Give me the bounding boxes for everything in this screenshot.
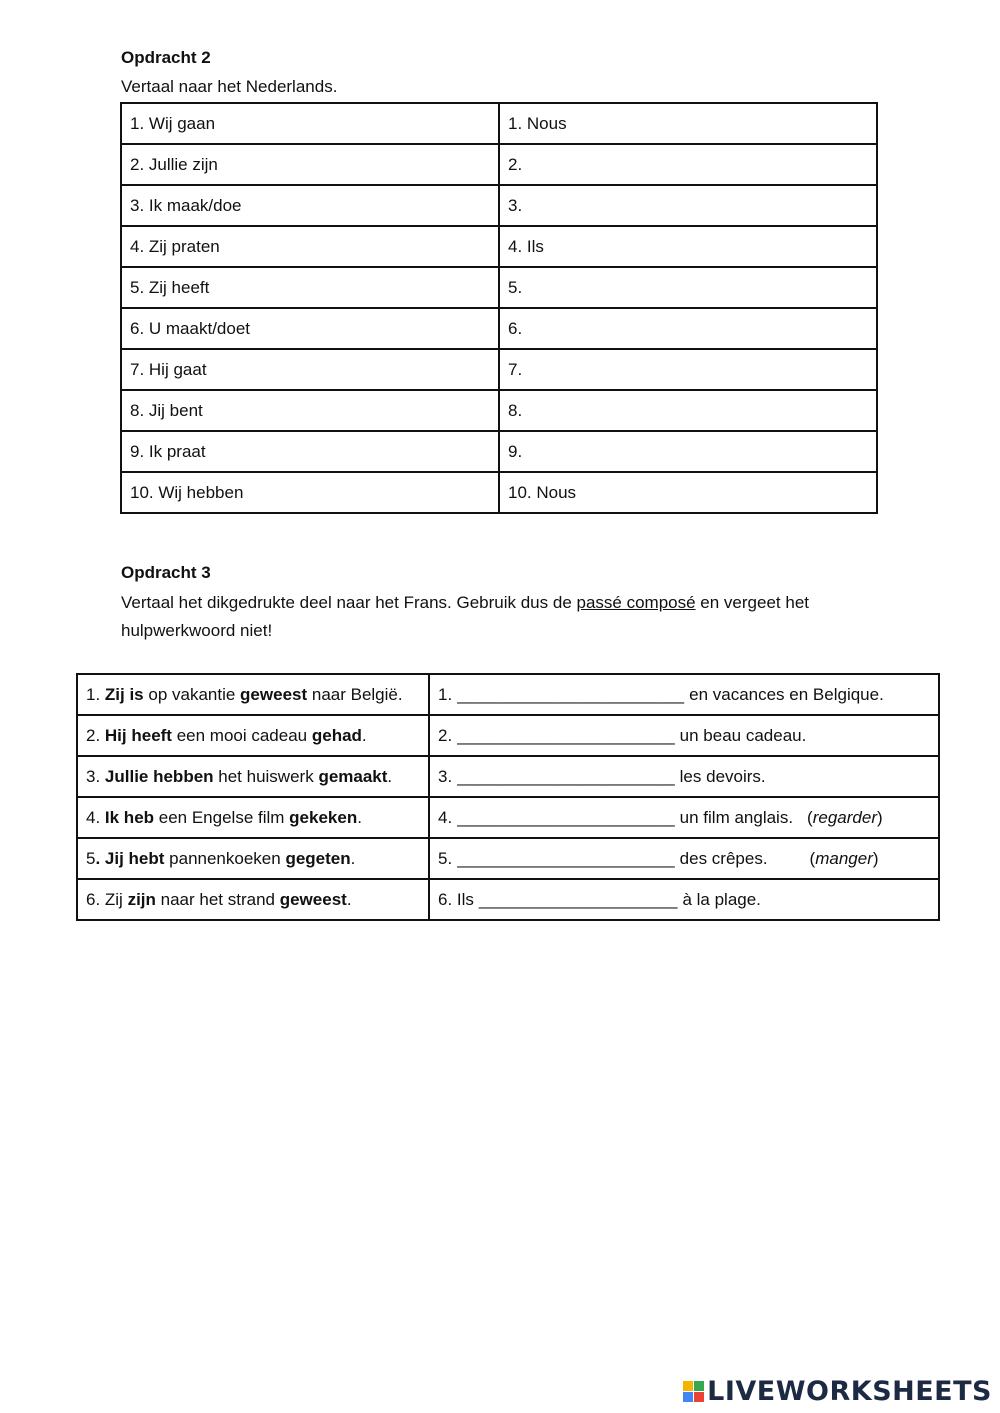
sentence-text: op vakantie [143,684,241,704]
answer-cell[interactable]: 7. [499,349,877,390]
answer-cell[interactable]: 2. [499,144,877,185]
sentence-text: naar het strand [155,889,280,909]
answer-suffix: un beau cadeau. [679,725,807,745]
dutch-cell: 6. U maakt/doet [121,308,499,349]
bold-phrase: zijn [127,889,156,909]
opdracht3-table [76,673,940,921]
dutch-cell: 2. Jullie zijn [121,144,499,185]
sentence-cell [77,674,429,715]
bold-phrase: Jullie hebben [104,766,214,786]
sentence-text: pannenkoeken [164,848,286,868]
bold-phrase: . Jij hebt [95,848,165,868]
dutch-cell: 1. Wij gaan [121,103,499,144]
verb-hint-text: regarder [812,807,877,827]
sentence-text: het huiswerk [213,766,319,786]
bold-phrase: geweest [240,684,308,704]
sentence-cell [77,838,429,879]
sentence-cell [77,715,429,756]
sentence-text: een Engelse film [154,807,290,827]
opdracht2-heading: Opdracht 2 [121,48,211,67]
table-row [121,226,877,267]
answer-cell [429,756,939,797]
liveworksheets-logo [683,1376,992,1407]
dutch-cell: 3. Ik maak/doe [121,185,499,226]
answer-prefix: 1. [438,684,453,704]
answer-cell[interactable]: 5. [499,267,877,308]
bold-phrase: geweest [279,889,347,909]
dutch-cell: 5. Zij heeft [121,267,499,308]
answer-cell [429,797,939,838]
table-row [121,349,877,390]
logo-squares-icon [683,1381,704,1402]
answer-blank[interactable]: _______________________ [457,848,675,868]
table-row [121,267,877,308]
verb-hint: (manger) [809,848,879,868]
answer-blank[interactable]: _______________________ [457,725,675,745]
bold-phrase: Ik heb [104,807,155,827]
dutch-cell: 8. Jij bent [121,390,499,431]
table-row [77,879,939,920]
answer-prefix: 2. [438,725,453,745]
table-row [121,308,877,349]
dutch-cell: 4. Zij praten [121,226,499,267]
sentence-text: een mooi cadeau [171,725,312,745]
answer-cell[interactable]: 6. [499,308,877,349]
sentence-text: . [346,889,352,909]
bold-phrase: gemaakt [318,766,388,786]
bold-phrase: gehad [311,725,362,745]
sentence-cell [77,756,429,797]
opdracht2-table [120,102,878,514]
sentence-text: . [350,848,356,868]
sentence-text: 1. [86,684,105,704]
answer-blank[interactable]: _______________________ [457,766,675,786]
table-row [121,103,877,144]
sentence-cell [77,879,429,920]
opdracht3-instruction [121,589,809,645]
answer-prefix: 3. [438,766,453,786]
instruction-text: Vertaal het dikgedrukte deel naar het Frans. Gebruik dus de [121,593,577,612]
bold-phrase: gegeten [285,848,351,868]
table-row [121,144,877,185]
answer-cell [429,879,939,920]
table-row [77,756,939,797]
dutch-cell: 7. Hij gaat [121,349,499,390]
bold-phrase: Hij heeft [104,725,172,745]
bold-phrase: Zij is [104,684,144,704]
answer-cell[interactable]: 1. Nous [499,103,877,144]
sentence-text: . [357,807,362,827]
brand-name: LIVEWORKSHEETS [707,1376,992,1407]
table-row [77,674,939,715]
answer-cell[interactable]: 8. [499,390,877,431]
table-row [121,472,877,513]
sentence-text: naar België. [307,684,403,704]
sentence-text: 6. Zij [86,889,128,909]
answer-cell [429,674,939,715]
verb-hint-text: manger [815,848,873,868]
sentence-text: . [387,766,393,786]
answer-cell[interactable]: 3. [499,185,877,226]
answer-cell[interactable]: 10. Nous [499,472,877,513]
sentence-text: 4. [86,807,105,827]
answer-blank[interactable]: _______________________ [457,807,675,827]
opdracht2-instruction: Vertaal naar het Nederlands. [121,77,338,96]
answer-suffix: un film anglais. [679,807,794,827]
dutch-cell: 10. Wij hebben [121,472,499,513]
answer-cell[interactable]: 4. Ils [499,226,877,267]
table-row [121,185,877,226]
dutch-cell: 9. Ik praat [121,431,499,472]
answer-cell [429,715,939,756]
sentence-text: . [361,725,367,745]
answer-prefix: 6. Ils [438,889,474,909]
verb-hint: (regarder) [807,807,883,827]
sentence-cell [77,797,429,838]
sentence-text: 3. [86,766,105,786]
sentence-text: 5 [86,848,96,868]
instruction-text-end: en vergeet het [695,593,809,612]
instruction-line2: hulpwerkwoord niet! [121,621,273,640]
answer-cell [429,838,939,879]
answer-blank[interactable]: ________________________ [457,684,685,704]
instruction-underlined-term: passé composé [576,593,696,612]
table-row [121,390,877,431]
answer-cell[interactable]: 9. [499,431,877,472]
bold-phrase: gekeken [289,807,358,827]
table-row [77,715,939,756]
sentence-text: 2. [86,725,105,745]
answer-blank[interactable]: _____________________ [478,889,678,909]
table-row [77,797,939,838]
opdracht3-heading: Opdracht 3 [121,563,211,582]
answer-prefix: 5. [438,848,453,868]
answer-suffix: des crêpes. [679,848,768,868]
table-row [77,838,939,879]
answer-prefix: 4. [438,807,453,827]
answer-suffix: en vacances en Belgique. [689,684,884,704]
answer-suffix: à la plage. [682,889,761,909]
table-row [121,431,877,472]
answer-suffix: les devoirs. [679,766,766,786]
